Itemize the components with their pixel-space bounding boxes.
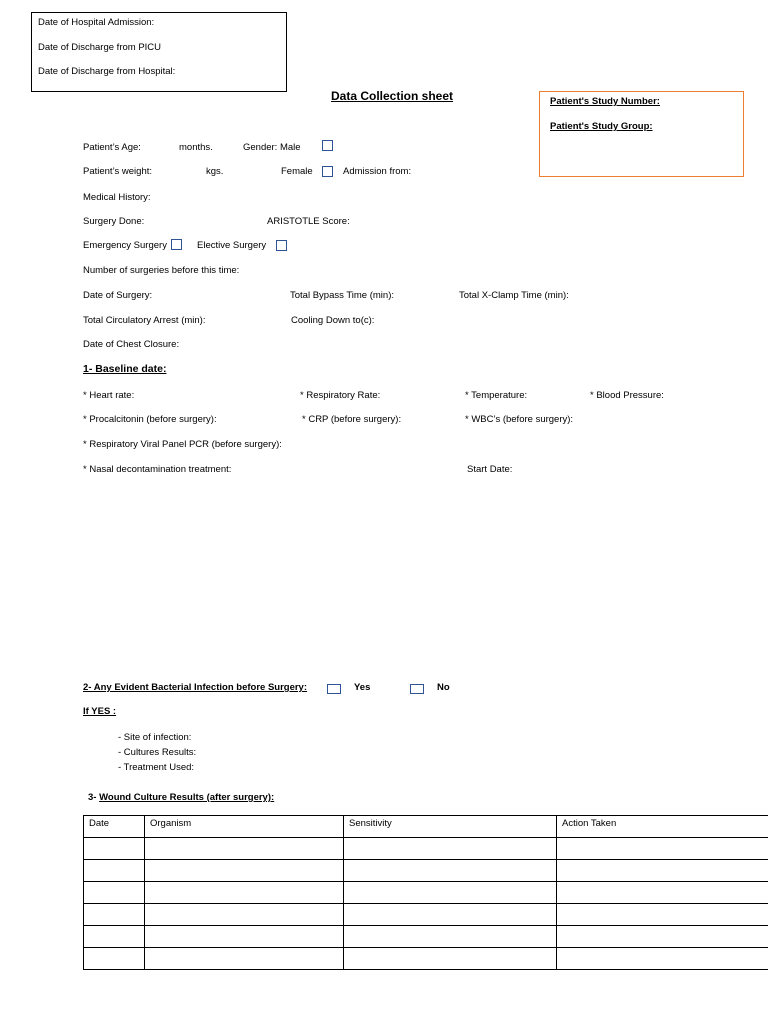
crp-label: * CRP (before surgery): xyxy=(302,414,402,425)
if-yes-label: If YES : xyxy=(83,706,117,717)
table-row xyxy=(84,948,768,970)
table-row xyxy=(84,882,768,904)
table-cell[interactable] xyxy=(557,882,768,904)
infection-yes-label: Yes xyxy=(354,682,371,693)
table-cell[interactable] xyxy=(557,838,768,860)
table-cell[interactable] xyxy=(557,926,768,948)
blood-pressure-label: * Blood Pressure: xyxy=(590,390,664,401)
table-cell[interactable] xyxy=(344,904,557,926)
cooling-label: Cooling Down to(c): xyxy=(291,315,375,326)
table-cell[interactable] xyxy=(145,948,344,970)
cultures-results-label: - Cultures Results: xyxy=(118,747,197,758)
table-cell[interactable] xyxy=(145,882,344,904)
study-group-label: Patient's Study Group: xyxy=(550,121,653,132)
aristotle-score-label: ARISTOTLE Score: xyxy=(267,216,350,227)
wound-heading xyxy=(88,792,274,803)
admission-from-label: Admission from: xyxy=(343,166,412,177)
num-surgeries-label: Number of surgeries before this time: xyxy=(83,265,240,276)
temperature-label: * Temperature: xyxy=(465,390,528,401)
table-cell[interactable] xyxy=(84,948,145,970)
table-cell[interactable] xyxy=(557,904,768,926)
elective-surgery-checkbox[interactable] xyxy=(276,240,287,251)
table-cell[interactable] xyxy=(145,926,344,948)
admission-date-label: Date of Hospital Admission: xyxy=(38,17,155,28)
table-row xyxy=(84,838,768,860)
chest-closure-label: Date of Chest Closure: xyxy=(83,339,180,350)
column-header-sensitivity: Sensitivity xyxy=(344,816,557,838)
table-cell[interactable] xyxy=(84,838,145,860)
wound-heading-prefix: 3- xyxy=(88,792,100,803)
months-label: months. xyxy=(179,142,213,153)
respiratory-rate-label: * Respiratory Rate: xyxy=(300,390,381,401)
female-checkbox[interactable] xyxy=(322,166,333,177)
table-cell[interactable] xyxy=(344,860,557,882)
surgery-done-label: Surgery Done: xyxy=(83,216,145,227)
male-checkbox[interactable] xyxy=(322,140,333,151)
circulatory-arrest-label: Total Circulatory Arrest (min): xyxy=(83,315,206,326)
table-cell[interactable] xyxy=(344,948,557,970)
gender-male-label: Gender: Male xyxy=(243,142,301,153)
column-header-organism: Organism xyxy=(145,816,344,838)
wound-heading-text: Wound Culture Results (after surgery): xyxy=(99,792,275,803)
table-cell[interactable] xyxy=(557,948,768,970)
infection-yes-checkbox[interactable] xyxy=(327,684,341,694)
start-date-label: Start Date: xyxy=(467,464,513,475)
site-of-infection-label: - Site of infection: xyxy=(118,732,192,743)
date-of-surgery-label: Date of Surgery: xyxy=(83,290,153,301)
table-row xyxy=(84,860,768,882)
picu-discharge-label: Date of Discharge from PICU xyxy=(38,42,162,53)
table-cell[interactable] xyxy=(344,838,557,860)
xclamp-time-label: Total X-Clamp Time (min): xyxy=(459,290,569,301)
infection-no-label: No xyxy=(437,682,450,693)
weight-label: Patient’s weight: xyxy=(83,166,153,177)
wbc-label: * WBC’s (before surgery): xyxy=(465,414,574,425)
baseline-heading: 1- Baseline date: xyxy=(83,363,167,375)
hospital-discharge-label: Date of Discharge from Hospital: xyxy=(38,66,176,77)
study-number-label: Patient's Study Number: xyxy=(550,96,660,107)
treatment-used-label: - Treatment Used: xyxy=(118,762,195,773)
infection-heading: 2- Any Evident Bacterial Infection before Surgery: xyxy=(83,682,308,693)
nasal-decontamination-label: * Nasal decontamination treatment: xyxy=(83,464,232,475)
table-row xyxy=(84,926,768,948)
table-cell[interactable] xyxy=(84,882,145,904)
infection-no-checkbox[interactable] xyxy=(410,684,424,694)
table-cell[interactable] xyxy=(84,860,145,882)
table-row xyxy=(84,904,768,926)
table-cell[interactable] xyxy=(145,860,344,882)
table-cell[interactable] xyxy=(344,926,557,948)
table-cell[interactable] xyxy=(84,926,145,948)
column-header-date: Date xyxy=(84,816,145,838)
elective-surgery-label: Elective Surgery xyxy=(197,240,267,251)
wound-culture-table xyxy=(83,815,768,970)
age-label: Patient’s Age: xyxy=(83,142,141,153)
table-header-row xyxy=(84,816,768,838)
table-cell[interactable] xyxy=(84,904,145,926)
kgs-label: kgs. xyxy=(206,166,224,177)
table-cell[interactable] xyxy=(145,838,344,860)
table-cell[interactable] xyxy=(557,860,768,882)
dates-box xyxy=(31,12,287,92)
viral-panel-label: * Respiratory Viral Panel PCR (before surgery): xyxy=(83,439,282,450)
procalcitonin-label: * Procalcitonin (before surgery): xyxy=(83,414,217,425)
page-title: Data Collection sheet xyxy=(331,89,454,103)
table-cell[interactable] xyxy=(344,882,557,904)
bypass-time-label: Total Bypass Time (min): xyxy=(290,290,394,301)
medical-history-label: Medical History: xyxy=(83,192,151,203)
emergency-surgery-checkbox[interactable] xyxy=(171,239,182,250)
study-box xyxy=(539,91,744,177)
table-cell[interactable] xyxy=(145,904,344,926)
emergency-surgery-label: Emergency Surgery xyxy=(83,240,167,251)
female-label: Female xyxy=(281,166,313,177)
heart-rate-label: * Heart rate: xyxy=(83,390,135,401)
column-header-action-taken: Action Taken xyxy=(557,816,768,838)
